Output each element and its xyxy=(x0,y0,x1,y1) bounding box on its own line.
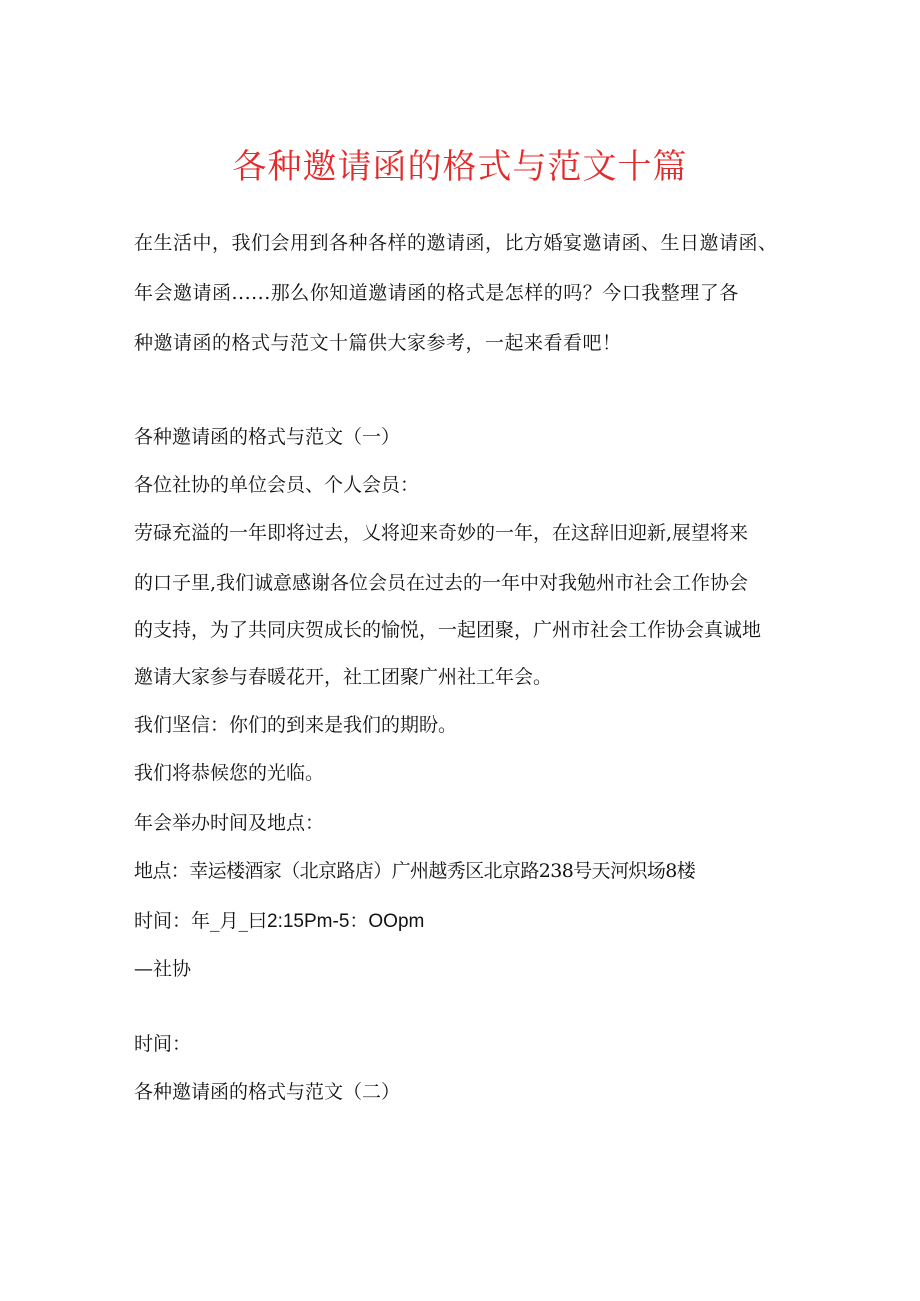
body-line-2: 的口子里,我们诚意感谢各位会员在过去的一年中对我勉州市社会工作协会 xyxy=(134,572,749,594)
section-2-heading: 各种邀请函的格式与范文（二） xyxy=(134,1081,401,1103)
signature: —社协 xyxy=(134,958,192,980)
time-value: 2:15Pm-5：OOpm xyxy=(267,911,425,932)
intro-line-3: 种邀请函的格式与范文十篇供大家参考，一起来看看吧！ xyxy=(134,332,622,354)
section-1-heading: 各种邀请函的格式与范文（一） xyxy=(134,426,401,448)
time-prefix: 时间：年_月_曰 xyxy=(134,910,268,932)
await-line: 我们将恭候您的光临。 xyxy=(134,762,325,784)
belief-line: 我们坚信：你们的到来是我们的期盼。 xyxy=(134,714,458,736)
document-title: 各种邀请函的格式与范文十篇 xyxy=(232,147,688,187)
salutation: 各位社协的单位会员、个人会员： xyxy=(134,474,420,496)
location-line: 地点：幸运楼酒家（北京路店）广州越秀区北京路238号天河炽场8楼 xyxy=(134,860,696,882)
body-line-1: 劳碌充溢的一年即将过去，乂将迎来奇妙的一年，在这辞旧迎新,展望将来 xyxy=(134,522,749,544)
body-line-4: 邀请大家参与春暖花开，社工团聚广州社工年会。 xyxy=(134,666,553,688)
intro-line-1: 在生活中，我们会用到各种各样的邀请函，比方婚宴邀请函、生日邀请函、 xyxy=(134,232,778,254)
time-line xyxy=(134,908,424,935)
date-label: 时间： xyxy=(134,1033,192,1055)
body-line-3: 的支持，为了共同庆贺成长的愉悦，一起团聚，广州市社会工作协会真诚地 xyxy=(134,619,762,641)
intro-line-2: 年会邀请函......那么你知道邀请函的格式是怎样的吗？今口我整理了各 xyxy=(134,282,739,304)
time-place-label: 年会举办时间及地点： xyxy=(134,812,325,834)
